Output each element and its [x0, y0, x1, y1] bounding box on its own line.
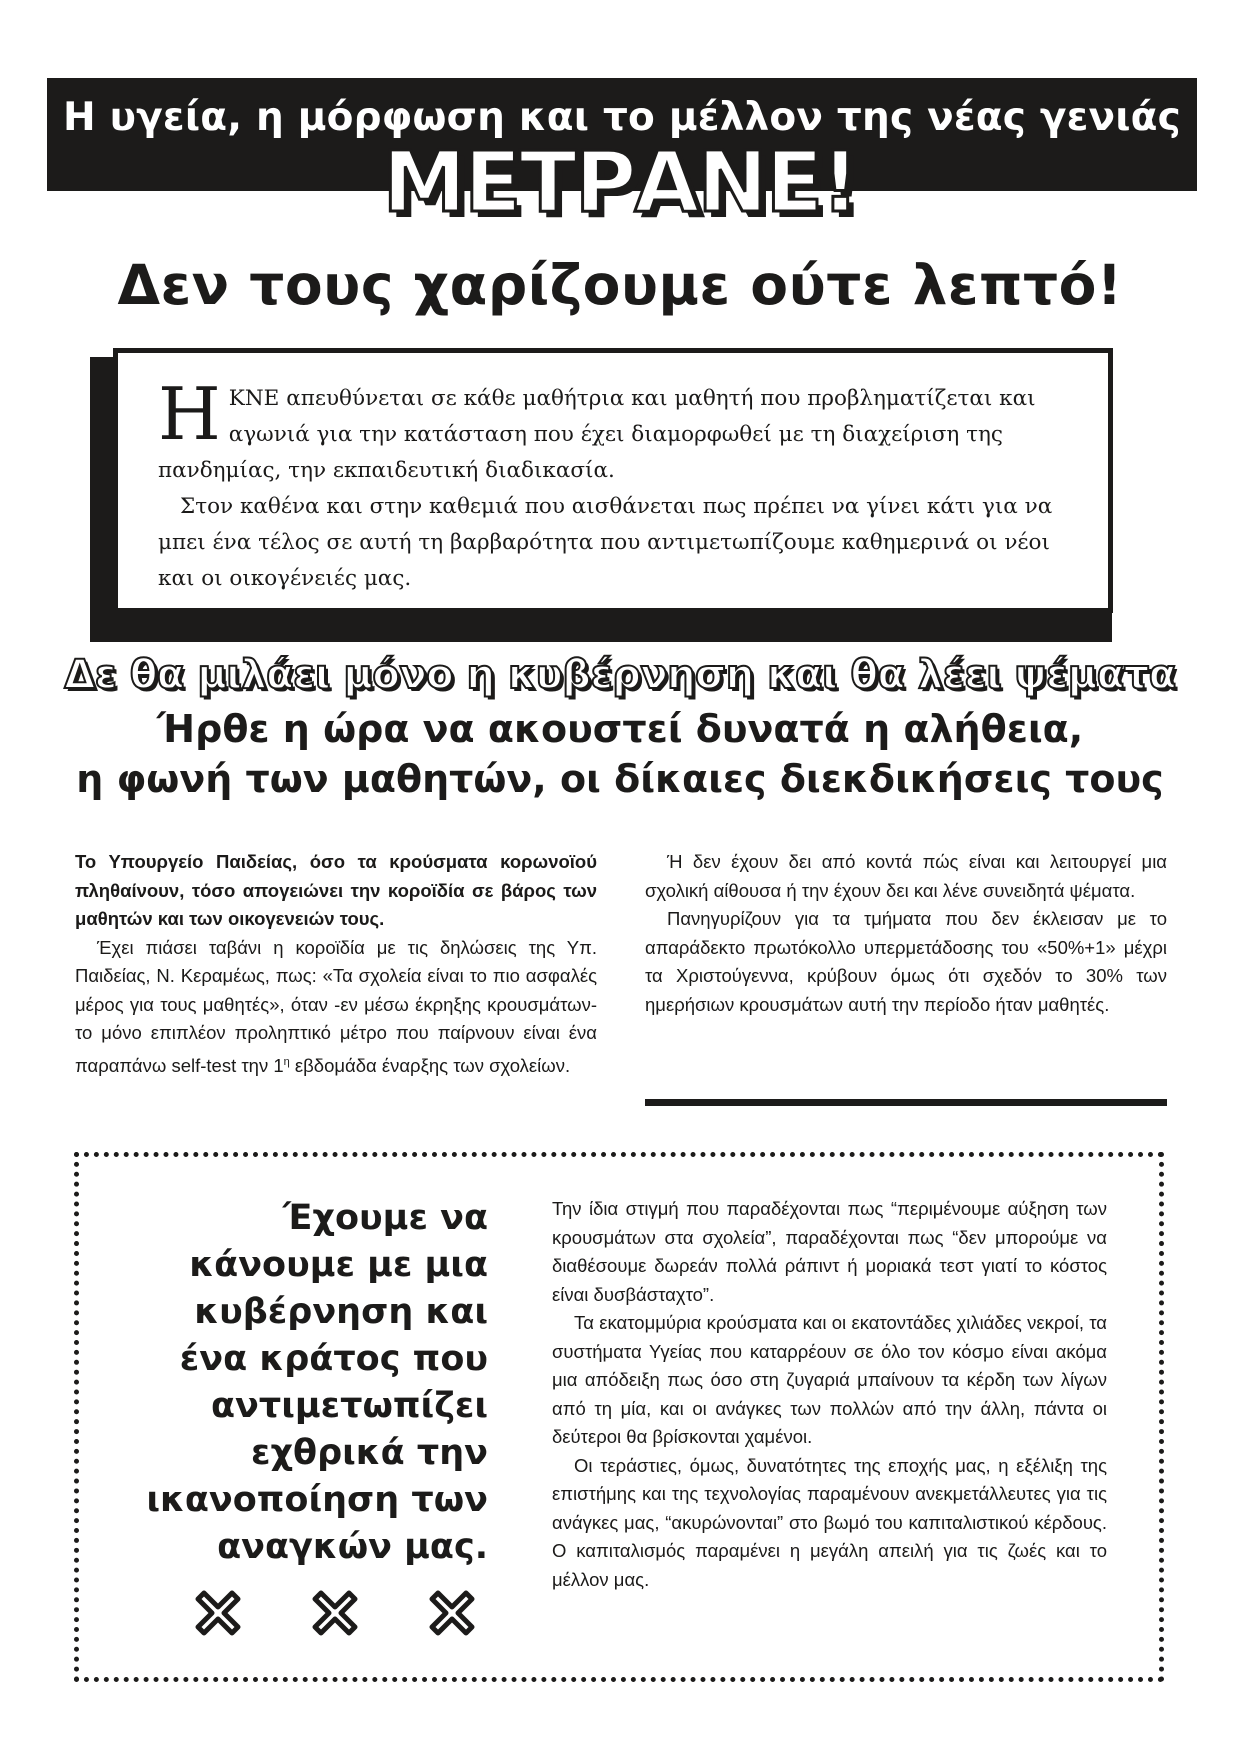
intro-paragraph-2: Στον καθένα και στην καθεμιά που αισθάνεται πως πρέπει να γίνει κάτι για να μπει ένα τέλος σε αυτή τη βαρβαρότητα που αντιμετωπίζουμε καθημερινά οι νέοι και οι οικογένειές μας.: [158, 494, 1053, 591]
box-text-column: [552, 1195, 1107, 1594]
left-lead-paragraph: Το Υπουργείο Παιδείας, όσο τα κρούσματα κορωνοϊού πληθαίνουν, τόσο απογειώνει την κοροϊδία σε βάρος των μαθητών και των οικογενειών τους.: [75, 851, 597, 929]
big-word-heading: ΜΕΤΡΑΝΕ!: [382, 133, 858, 231]
pull-quote: Έχουμε να κάνουμε με μια κυβέρνηση και ένα κράτος που αντιμετωπίζει εχθρικά την ικανοποίηση των αναγκών μας.: [146, 1198, 488, 1567]
intro-paragraph-1: [158, 372, 1068, 489]
outline-heading: Δε θα μιλάει μόνο η κυβέρνηση και θα λέει ψέματα: [64, 652, 1176, 698]
left-body-text: Έχει πιάσει ταβάνι η κοροϊδία με τις δηλώσεις της Υπ. Παιδείας, Ν. Κεραμέως, πως: «Τα σχολεία είναι το πιο ασφαλές μέρος για τους μαθητές», όταν -εν μέσω έκρηξης κρουσμάτων- το μόνο επιπλέον προληπτικό μέτρο που παίρνουν είναι ένα παραπάνω self-test την 1: [75, 936, 597, 1076]
right-column: [645, 848, 1167, 1019]
cross-icon: [424, 1585, 480, 1641]
intro-box: [113, 348, 1113, 613]
cross-decorations: [190, 1585, 490, 1645]
subheading-line-1: Ήρθε η ώρα να ακουστεί δυνατά η αλήθεια,: [156, 707, 1084, 751]
banner-line: Η υγεία, η μόρφωση και το μέλλον της νέας γενιάς: [63, 95, 1181, 140]
drop-cap: Η: [158, 372, 221, 456]
left-body-paragraph: [75, 934, 597, 1081]
right-paragraph-2: Πανηγυρίζουν για τα τμήματα που δεν έκλεισαν με το απαράδεκτο πρωτόκολλο υπερμετάδοσης του «50%+1» μέχρι τα Χριστούγεννα, κρύβουν όμως ότι σχεδόν το 30% των ημερήσιων κρουσμάτων αυτή την περίοδο ήταν μαθητές.: [645, 908, 1167, 1015]
ordinal-superscript: η: [283, 1055, 290, 1068]
left-body-text-end: εβδομάδα έναρξης των σχολείων.: [289, 1054, 571, 1076]
intro-paragraph-1-text: ΚΝΕ απευθύνεται σε κάθε μαθήτρια και μαθητή που προβληματίζεται και αγωνιά για την κατάσταση που έχει διαμορφωθεί με τη διαχείριση της πανδημίας, την εκπαιδευτική διαδικασία.: [158, 386, 1036, 483]
cross-icon: [307, 1585, 363, 1641]
left-column: [75, 848, 597, 1080]
box-paragraph-3: Οι τεράστιες, όμως, δυνατότητες της εποχής μας, η εξέλιξη της επιστήμης και της τεχνολογίας παραμένουν ανεκμετάλλευτες για τις ανάγκες μας, “ακυρώνονται” στο βωμό του καπιταλιστικού κέρδους. Ο καπιταλισμός παραμένει η μεγάλη απειλή για τις ζωές και το μέλλον μας.: [552, 1454, 1107, 1590]
box-paragraph-1: Την ίδια στιγμή που παραδέχονται πως “περιμένουμε αύξηση των κρουσμάτων στα σχολεία”, παραδέχονται πως “δεν μπορούμε να διαθέσουμε δωρεάν πολλά ράπιντ ή μοριακά τεστ γιατί το κόστος είναι δυσβάσταχτο”.: [552, 1198, 1107, 1305]
main-headline: Δεν τους χαρίζουμε ούτε λεπτό!: [117, 253, 1123, 317]
cross-icon: [190, 1585, 246, 1641]
box-paragraph-2: Τα εκατομμύρια κρούσματα και οι εκατοντάδες χιλιάδες νεκροί, τα συστήματα Υγείας που καταρρέουν σε όλο τον κόσμο είναι ακόμα μια απόδειξη πως όσο στη ζυγαριά μπαίνουν τα κέρδη των λίγων από τη μία, και οι ανάγκες των πολλών από την άλλη, πάντα οι δεύτεροι θα βρίσκονται χαμένοι.: [552, 1312, 1107, 1447]
right-column-rule: [645, 1099, 1167, 1106]
subheading-line-2: η φωνή των μαθητών, οι δίκαιες διεκδικήσεις τους: [76, 757, 1164, 801]
right-paragraph-1: Ή δεν έχουν δει από κοντά πώς είναι και λειτουργεί μια σχολική αίθουσα ή την έχουν δει και λένε συνειδητά ψέματα.: [645, 851, 1167, 901]
